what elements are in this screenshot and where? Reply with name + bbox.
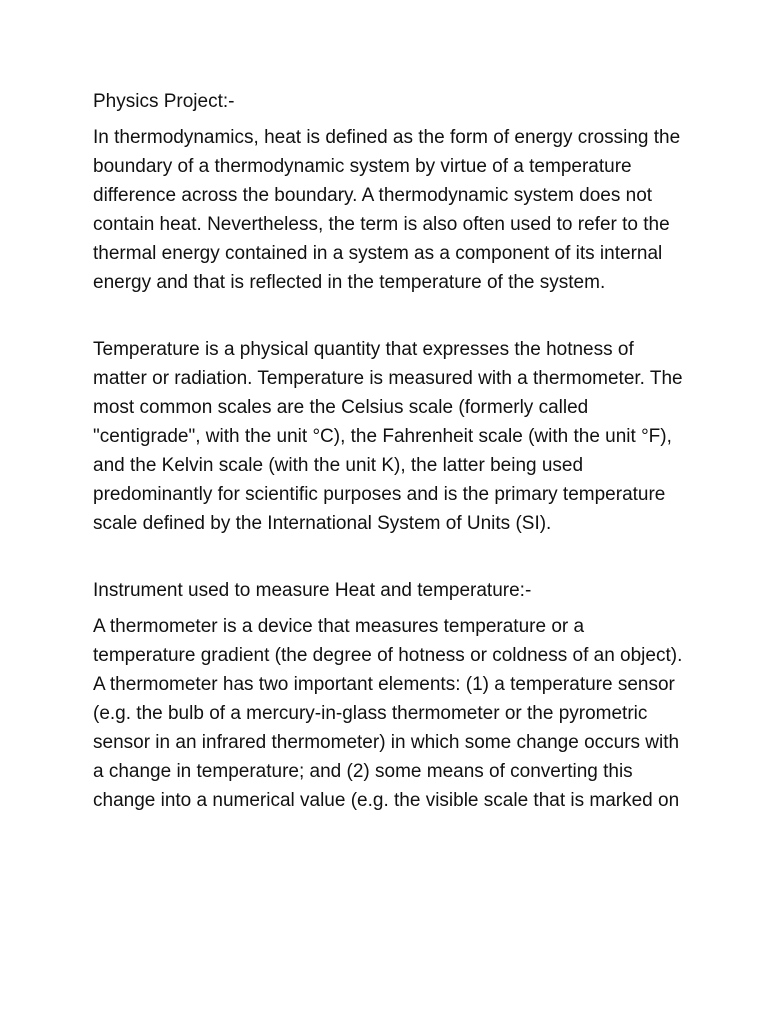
document-body [93,87,683,815]
spacer [93,297,683,335]
paragraph-thermometer: A thermometer is a device that measures temperature or a temperature gradient (the degree of hotness or coldness of an object). A thermometer has two important elements: (1) a temperature sensor (e.g. the bulb of a mercury-in-glass thermometer or the pyrometric sensor in an infrared thermometer) in which some change occurs with a change in temperature; and (2) some means of converting this change into a numerical value (e.g. the visible scale that is marked on [93,616,683,811]
paragraph-heat: In thermodynamics, heat is defined as the form of energy crossing the boundary of a thermodynamic system by virtue of a temperature difference across the boundary. A thermodynamic system does not contain heat. Nevertheless, the term is also often used to refer to the thermal energy contained in a system as a component of its internal energy and that is reflected in the temperature of the system. [93,127,681,293]
spacer [93,116,683,123]
document-title: Physics Project:- [93,91,235,112]
paragraph-temperature: Temperature is a physical quantity that expresses the hotness of matter or radiation. Temperature is measured with a thermometer. The most common scales are the Celsius scale (formerly called "centigrade", with the unit °C), the Fahrenheit scale (with the unit °F), and the Kelvin scale (with the unit K), the latter being used predominantly for scientific purposes and is the primary temperature scale defined by the International System of Units (SI). [93,339,683,534]
spacer [93,605,683,612]
spacer [93,538,683,576]
section-heading: Instrument used to measure Heat and temperature:- [93,580,532,601]
